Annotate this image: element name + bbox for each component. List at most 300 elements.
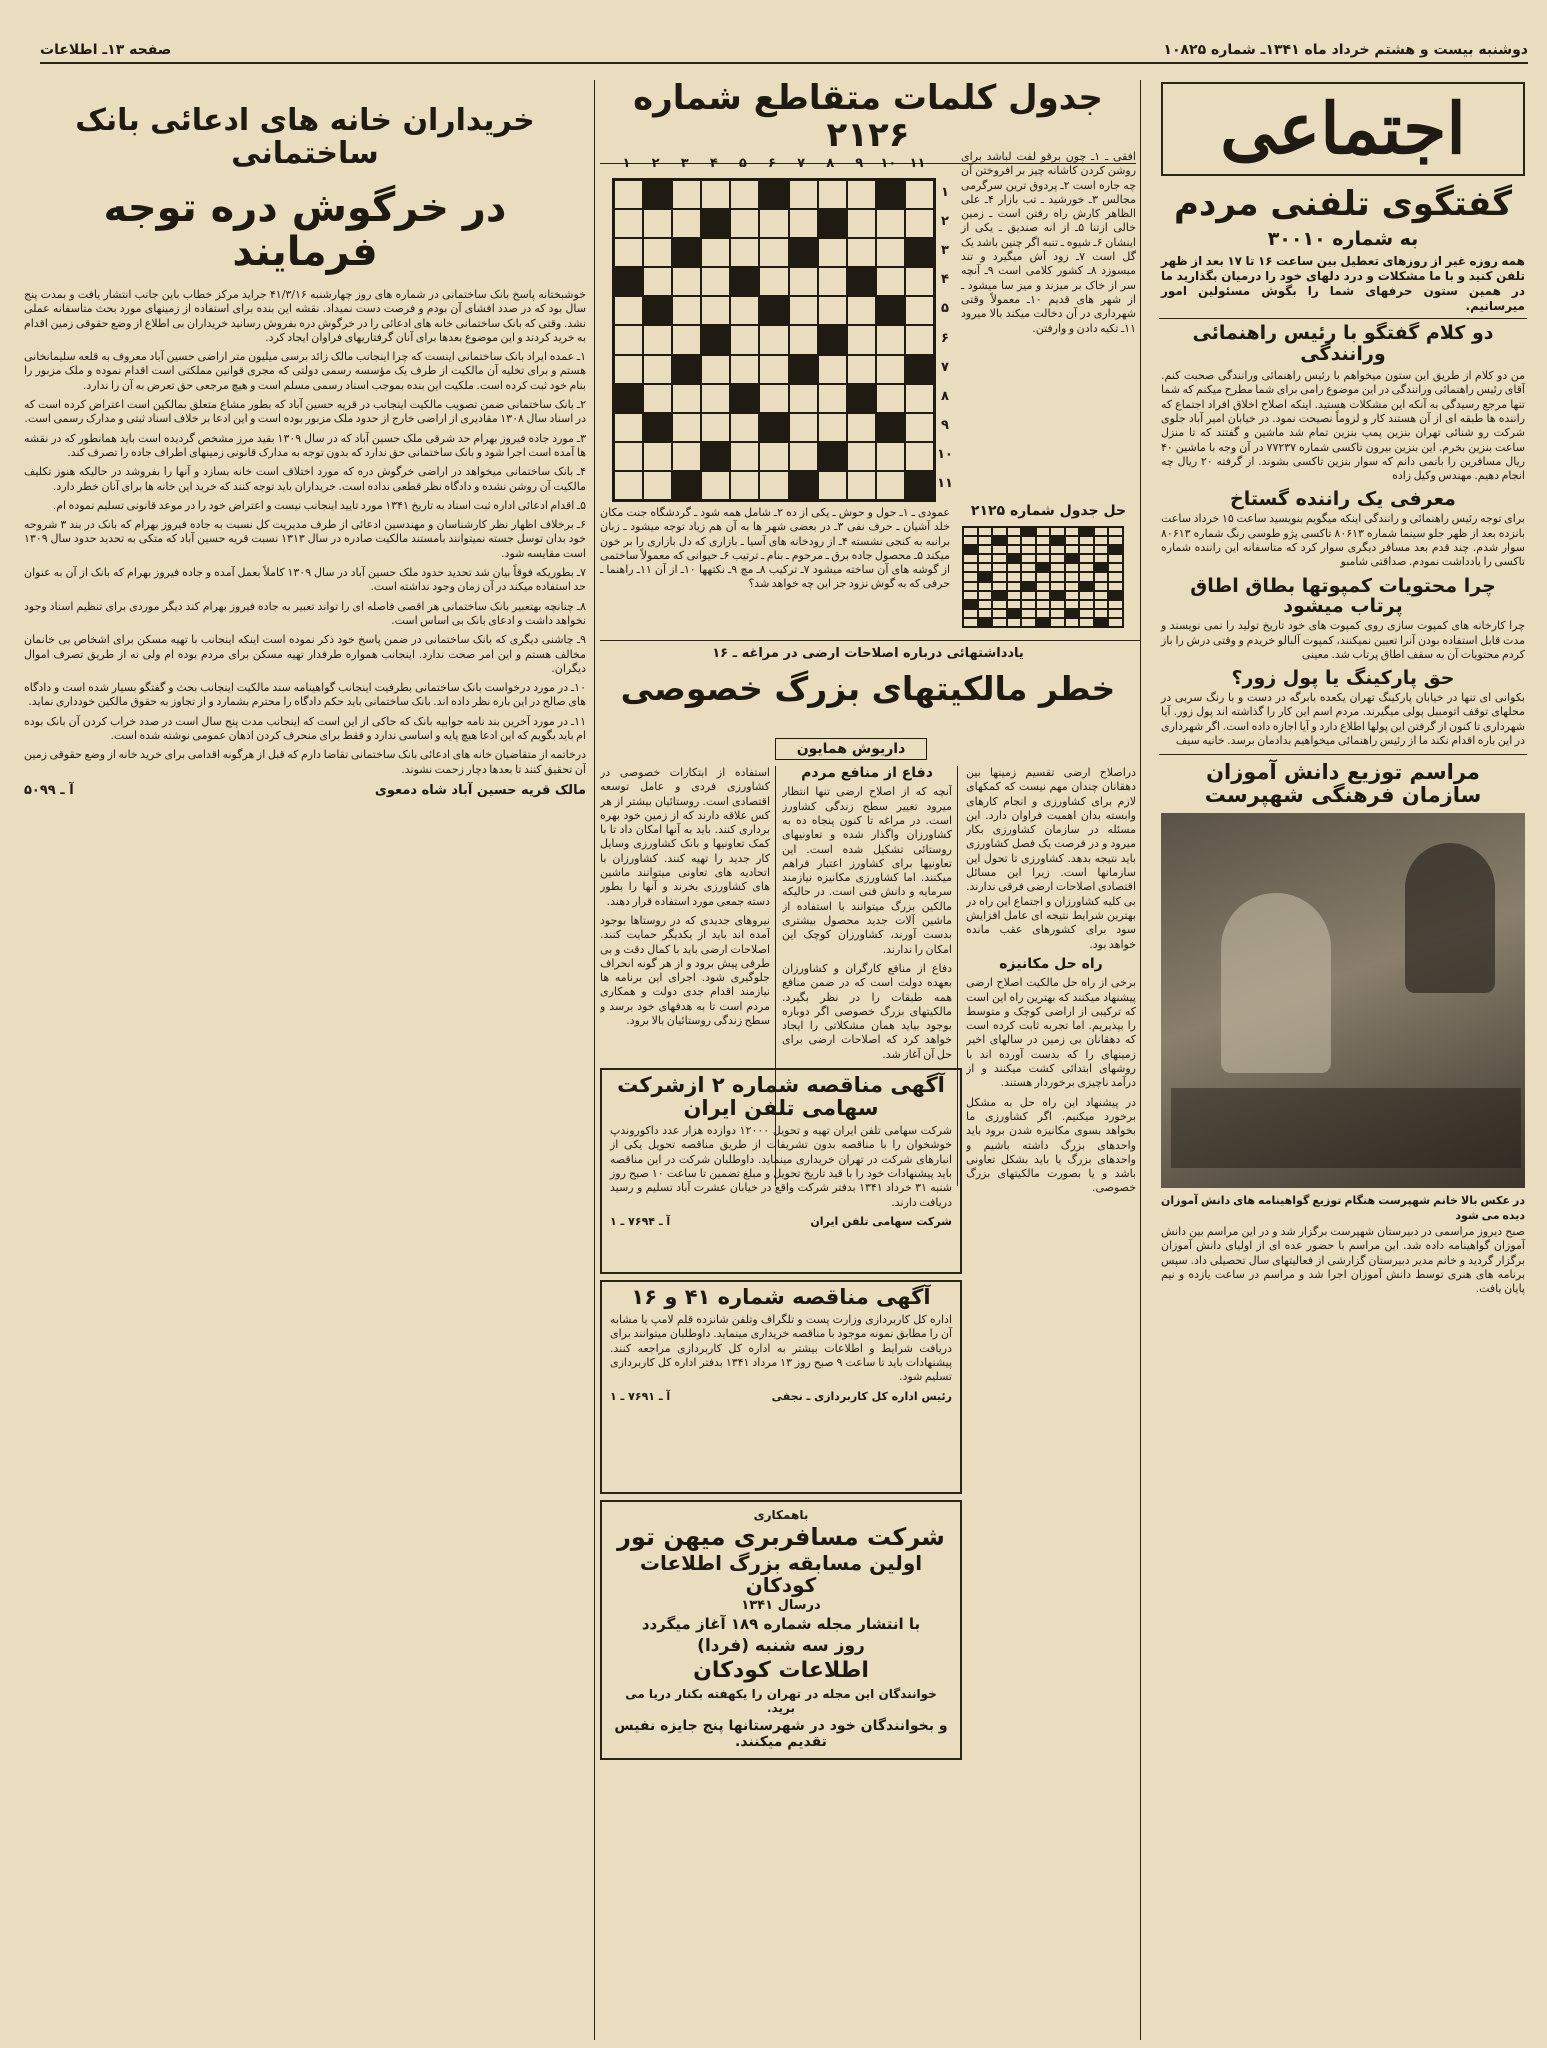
solution-cell <box>1079 591 1094 600</box>
crossword-cell <box>643 296 672 325</box>
crossword-row-number: ۴ <box>941 272 949 288</box>
paragraph: ۵ـ اقدام ادعائی اداره ثبت اسناد به تاریخ ۱۳۴۱ مورد تایید اینجانب نیست و اعتراض خود را در موعد قانونی تسلیم نموده ام. <box>52 498 586 512</box>
crossword-cell <box>847 180 876 209</box>
phone-title: گفتگوی تلفنی مردم <box>1173 184 1512 224</box>
solution-cell <box>1108 527 1123 536</box>
crossword-cell <box>847 209 876 238</box>
article-text: استفاده از ابتکارات خصوصی در کشاورزی فردی و عامل توسعه اقتصادی است. روستائیان بیشتر از هر کس علاقه دارند که از زمین خود بهره برداری کنند. باید به آنها امکان داد تا با کمک تعاونیها و بانک کشاورزی وسایل کار جدید را تهیه کنند. کشاورزان با اتحادیه های تعاونی میتوانند ماشین های کشاورزی بخرند و آنها را بطور دسته جمعی مورد استفاده قرار دهند. <box>600 766 770 908</box>
crossword-row-number: ۶ <box>941 330 949 346</box>
ad3-label: باهمکاری <box>753 1508 809 1522</box>
solution-cell <box>1021 572 1036 581</box>
crossword-cell <box>614 296 643 325</box>
crossword-cell <box>847 442 876 471</box>
crossword-cell <box>876 296 905 325</box>
crossword-cell <box>730 384 759 413</box>
crossword-cell <box>818 471 847 500</box>
crossword-cell <box>876 180 905 209</box>
solution-cell <box>978 609 993 618</box>
solution-cell <box>992 609 1007 618</box>
solution-cell <box>978 618 993 627</box>
crossword-cell <box>730 355 759 384</box>
crossword-cell <box>876 355 905 384</box>
solution-cell <box>978 563 993 572</box>
solution-cell <box>1065 609 1080 618</box>
solution-cell <box>1007 609 1022 618</box>
photo-figure <box>1171 1088 1521 1168</box>
solution-cell <box>1007 582 1022 591</box>
signature: مالک قریه حسین آباد شاه دمعوی <box>374 782 586 798</box>
crossword-cell <box>905 384 934 413</box>
crossword-col-number: ۲ <box>651 156 660 171</box>
crossword-row-number: ۲ <box>941 214 949 230</box>
crossword-cell <box>672 413 701 442</box>
crossword-cell <box>643 238 672 267</box>
crossword-row-number: ۸ <box>941 388 949 404</box>
solution-cell <box>1007 591 1022 600</box>
crossword-cell <box>643 325 672 354</box>
item2-title: معرفی یک راننده گستاخ <box>1230 488 1456 511</box>
solution-cell <box>1050 554 1065 563</box>
crossword-cell <box>818 442 847 471</box>
crossword-col-number: ۴ <box>709 156 718 171</box>
solution-cell <box>1007 563 1022 572</box>
crossword-cell <box>614 209 643 238</box>
crossword-cell <box>759 384 788 413</box>
solution-cell <box>1108 572 1123 581</box>
solution-cell <box>1108 536 1123 545</box>
solution-cell <box>1065 554 1080 563</box>
crossword-cell <box>672 180 701 209</box>
crossword-cell <box>847 267 876 296</box>
solution-cell <box>963 563 978 572</box>
solution-cell <box>1079 545 1094 554</box>
solution-cell <box>978 536 993 545</box>
solution-cell <box>1007 600 1022 609</box>
solution-cell <box>1021 527 1036 536</box>
solution-cell <box>1094 536 1109 545</box>
crossword-cell <box>730 209 759 238</box>
solution-cell <box>978 582 993 591</box>
solution-cell <box>1021 591 1036 600</box>
crossword-cell <box>847 238 876 267</box>
crossword-cell <box>789 209 818 238</box>
crossword-col-numbers <box>612 156 932 171</box>
photo-caption: در عکس بالا خانم شهپرست هنگام توزیع گواهینامه های دانش آموزان دیده می شود <box>1161 1194 1525 1222</box>
paragraph: ۲ـ بانک ساختمانی ضمن تصویب مالکیت اینجانب در قریه حسین آباد که بطور مشاع متعلق بمالکین است اعتراض کرده است که در اسناد سال ۱۳۰۸ مقادیری از اراضی خارج از حدود ملک مزبور بوده است و این ادعا بر خلاف اسناد ثبتی و مدارک رسمی است. <box>24 398 586 426</box>
crossword-cell <box>701 355 730 384</box>
crossword-cell <box>730 267 759 296</box>
closing-text: درخاتمه از متقاضیان خانه های ادعائی بانک ساختمانی تقاضا دارم که قبل از هرگونه اقدامی برای خرید خانه از وضع حقوقی زمین آن تحقیق کنند تا بعدها دچار زحمت نشوند. <box>24 748 586 776</box>
solution-cell <box>1094 618 1109 627</box>
crossword-cell <box>614 267 643 296</box>
crossword-cell <box>876 413 905 442</box>
solution-cell <box>1036 545 1051 554</box>
ad2-body: اداره کل کاربردازی وزارت پست و تلگراف وتلفن شانزده قلم لامپ یا مشابه آن را مطابق نمونه موجود با مناقصه خریداری مینماید. داوطلبان میتوانند برای دریافت شرایط و اطلاعات بیشتر به اداره کل کاربردازی مراجعه کنند. پیشنهادات باید تا ساعت ۹ صبح روز ۱۳ مرداد ۱۳۴۱ بدفتر اداره کل کاربردازی تسلیم شود. <box>610 1313 953 1384</box>
crossword-row-number: ۱ <box>941 185 949 201</box>
solution-cell <box>992 582 1007 591</box>
crossword-cell <box>759 296 788 325</box>
column-rule <box>594 80 595 2040</box>
crossword-cell <box>672 325 701 354</box>
solution-cell <box>1094 527 1109 536</box>
solution-cell <box>992 563 1007 572</box>
solution-cell <box>1079 554 1094 563</box>
item2-body: برای توجه رئیس راهنمائی و رانندگی اینکه میگویم بنویسید ساعت ۱۵ خرداد ساعت بانزده بعد از ظهر جلو سینما شماره ۸۰۶۱۳ تاکسی پژو طوسی رنگ شماره ۸۰۶۱۳ سوار شدم. چند قدم بعد مسافر دیگری سوار کرد که متاسفانه این راننده شماره تاکسی را یادداشت نمودم. صداقتی شامبو <box>1161 512 1525 569</box>
solution-cell <box>963 609 978 618</box>
crossword-cell <box>730 180 759 209</box>
photo-text: صبح دیروز مراسمی در دبیرستان شهپرست برگزار شد و در این مراسم بین دانش آموزان گواهینامه داده شد. این مراسم با حضور عده ای از اولیای دانش آموزان برگزار گردید و خانم مدیر دبیرستان گزارشی از فعالیتهای سال تحصیلی داد. سپس برنامه های هنری توسط دانش آموزان اجرا شد و مراسم در ساعت یازده و نیم پایان یافت. <box>1161 1225 1525 1296</box>
series-label: یادداشتهائی درباره اصلاحات ارضی در مراغه ـ ۱۶ <box>712 646 1024 661</box>
crossword-cell <box>672 296 701 325</box>
solution-cell <box>1021 545 1036 554</box>
crossword-cell <box>672 442 701 471</box>
crossword-row-number: ۳ <box>941 243 949 259</box>
crossword-cell <box>759 325 788 354</box>
solution-cell <box>978 527 993 536</box>
solution-cell <box>1007 618 1022 627</box>
divider <box>1159 318 1527 319</box>
article-col-1 <box>966 766 1136 1546</box>
solution-cell <box>1036 563 1051 572</box>
crossword-cell <box>701 267 730 296</box>
crossword-cell <box>614 442 643 471</box>
left-headline-2: در خرگوش دره توجه فرمایند <box>103 185 507 275</box>
solution-cell <box>992 600 1007 609</box>
crossword-cell <box>614 384 643 413</box>
solution-cell <box>1007 554 1022 563</box>
solution-cell <box>1079 527 1094 536</box>
crossword-cell <box>876 209 905 238</box>
crossword-cell <box>905 180 934 209</box>
divider <box>600 640 1140 641</box>
solution-cell <box>1021 609 1036 618</box>
solution-cell <box>1050 618 1065 627</box>
solution-cell <box>1021 563 1036 572</box>
solution-cell <box>1094 609 1109 618</box>
contest-ad <box>600 1500 962 1760</box>
paragraph: ۹ـ چاشنی دیگری که بانک ساختمانی در ضمن پاسخ خود ذکر نموده است اینکه اینجانب با تهیه مسکن برای اشخاص بی خانمان مخالف هستم و این امر صحت ندارد. اینجانب همواره طرفدار تهیه مسکن برای مردم بوده ام ولی نه از طریق تصرف اموال دیگران. <box>24 633 586 675</box>
solution-cell <box>1094 554 1109 563</box>
crossword-cell <box>818 238 847 267</box>
solution-cell <box>1108 600 1123 609</box>
crossword-cell <box>759 471 788 500</box>
paragraph: ۳ـ مورد جاده فیروز بهرام حد شرقی ملک حسین آباد که در سال ۱۳۰۹ بقید مرز مشخص گردیده است باید همانطور که در نقشه ها آمده است اجرا شود و بانک ساختمانی حق ندارد که بدون توجه به مدارک قانونی زمینهای اطراف جاده را تصرف کند. <box>24 431 586 459</box>
crossword-col-number: ۵ <box>738 156 747 171</box>
solution-cell <box>978 572 993 581</box>
crossword-cell <box>876 325 905 354</box>
crossword-cell <box>759 355 788 384</box>
item4-body: بکوانی ای تنها در خیابان پارکینگ تهران یکعده بابرگه در دست و با رنگ سربی در محلهای توقف اتومبیل پولی میگیرند. مردم اسم این کار را گذاشته اند پول زور. آیا شهرداری تا کنون از گرفتن این پولها اطلاع دارد و آیا اجازه داده است. اگر شهرداری در این باره اقدام نکند ما از رئیس راهنمائی میخواهیم بدادمان برسد. خانیه سیف <box>1161 691 1525 747</box>
crossword-cell <box>818 267 847 296</box>
solution-cell <box>1036 527 1051 536</box>
solution-cell <box>1094 591 1109 600</box>
solution-cell <box>1036 582 1051 591</box>
paragraph: ۱۱ـ در مورد آخرین بند نامه جوابیه بانک که حاکی از این است که اینجانب مدت پنج سال است در صدد خراب کردن آن بانک بوده ام باید بگویم که این ادعا هیچ پایه و اساسی ندارد و فقط برای منحرف کردن اذهان عمومی نوشته شده است. <box>24 714 586 743</box>
crossword-grid <box>612 178 936 502</box>
solution-cell <box>1065 563 1080 572</box>
phone-intro: همه روزه غیر از روزهای تعطیل بین ساعت ۱۶ تا ۱۷ بعد از ظهر تلفن کنید و با ما مشکلات و درد دلهای خود را درمیان بگذارید ما در همین ستون حرفهای شما را بگوش مسئولین امور میرسانیم. <box>1161 254 1525 314</box>
solution-cell <box>1079 618 1094 627</box>
solution-cell <box>1108 563 1123 572</box>
crossword-cell <box>614 238 643 267</box>
crossword-cell <box>701 209 730 238</box>
ad3-magazine: اطلاعات کودکان <box>693 1658 869 1684</box>
photo-title: مراسم توزیع دانش آموزان سازمان فرهنگی شهپرست <box>1204 760 1482 808</box>
crossword-cell <box>701 296 730 325</box>
ad3-body: خوانندگان این مجله در تهران را یکهفته بکنار دریا می برید. <box>625 1686 937 1715</box>
solution-cell <box>1108 582 1123 591</box>
crossword-cell <box>789 442 818 471</box>
ad2-title: آگهی مناقصه شماره ۴۱ و ۱۶ <box>631 1285 931 1309</box>
crossword-row-numbers <box>934 178 956 498</box>
solution-cell <box>1007 572 1022 581</box>
article-text: نیروهای جدیدی که در روستاها بوجود آمده اند باید از یکدیگر حمایت کنند. اصلاحات ارضی باید با کمال دقت و بی طرفی پیش برود و از هر گونه انحراف جلوگیری شود. اجرای این برنامه ها نیازمند اقدام جدی دولت و همکاری مردم است تا به هدفهای خود برسد و سطح زندگی روستائیان بالا برود. <box>600 913 770 1028</box>
item1-title: دو کلام گفتگو با رئیس راهنمائی ورانندگی <box>1192 322 1494 366</box>
crossword-cell <box>905 238 934 267</box>
crossword-cell <box>701 413 730 442</box>
ad3-year: درسال ۱۳۴۱ <box>741 1598 821 1614</box>
crossword-cell <box>847 384 876 413</box>
solution-cell <box>1108 609 1123 618</box>
crossword-cell <box>905 442 934 471</box>
ad1-footer <box>610 1215 952 1228</box>
paragraph: ۱ـ عمده ایراد بانک ساختمانی اینست که چرا اینجانب مالک زائد برسی میلیون متر اراضی حسین آباد معروف به قلعه سلیمانخانی هستم و برای تخلیه آن مالکیت از طرف یک مؤسسه رسمی دولتی که مجری قوانین مملکتی است اقدام نموده و ملک مزبور را بنام خود ثبت کرده است. ملکیت این بنده بموجب اسناد رسمی مسلم است و هیچ مرجعی حق تعرض به آن را ندارد. <box>24 350 586 392</box>
crossword-row-number: ۱۰ <box>937 446 953 462</box>
solution-cell <box>1065 618 1080 627</box>
crossword-cell <box>876 384 905 413</box>
solution-cell <box>1036 554 1051 563</box>
item4-title: حق پارکینگ یا پول زور؟ <box>1231 667 1455 690</box>
solution-cell <box>963 527 978 536</box>
solution-cell <box>978 554 993 563</box>
crossword-cell <box>672 209 701 238</box>
ad-code: آ ـ ۵۰۹۹ <box>24 782 74 798</box>
crossword-cell <box>876 238 905 267</box>
crossword-cell <box>730 325 759 354</box>
paragraph: ۴ـ بانک ساختمانی میخواهد در اراضی خرگوش دره که مورد اختلاف است خانه بسازد و آنها را بفروشد در حالیکه هنوز تکلیف مالکیت آن روشن نشده و دادگاه نظر قطعی نداده است. خریداران باید توجه کنند که خرید این خانه ها برای آنان خطر دارد. <box>24 465 586 493</box>
crossword-row-number: ۱۱ <box>937 475 953 491</box>
crossword-cell <box>643 442 672 471</box>
article-text: دراصلاح ارضی تقسیم زمینها بین دهقانان چندان مهم نیست که کمکهای لازم برای کشاورزی و انجام کارهای وابسته بدان اهمیت فراوان دارد. این مسئله در سازمان کشاورزی بکار میرود و در فرصت یک فصل کشاورزی باید نتیجه بدهد. کشاورزی تا تحول این سازمانها است. زیرا این مسائل اقتصادی اصلاحات ارضی فرقی ندارند. بی کلیه کشاورزان و اجتماع این راه در بهترین شرایط نتیجه ای عامل افزایش سود برای کشورهای عقب مانده خواهد بود. <box>966 766 1136 951</box>
solution-cell <box>1050 582 1065 591</box>
left-headline-1: خریداران خانه های ادعائی بانک ساختمانی <box>75 103 535 171</box>
page-number: صفحه ۱۳ـ اطلاعات <box>40 42 172 58</box>
article-text: آنچه که از اصلاح ارضی تنها انتظار میرود تغییر سطح زندگی کشاورز است. در مراغه تا کنون پنجاه ده به کشاورزان واگذار شده و تعاونیهای روستائی تشکیل شده است. این تعاونیها برای کشاورز اعتبار فراهم میکنند. اما کشاورزی مکانیزه نیازمند سرمایه و دانش فنی است. در حالیکه مالکین بزرگ میتوانند با استفاده از ماشین آلات جدید محصول بیشتری بدست آورند، کشاورزان کوچک این امکان را ندارند. <box>782 785 952 956</box>
solution-cell <box>1108 591 1123 600</box>
ad3-contest: اولین مسابقه بزرگ اطلاعات کودکان <box>639 1551 923 1598</box>
solution-cell <box>1050 545 1065 554</box>
crossword-section <box>600 74 1136 639</box>
solution-title: حل جدول شماره ۲۱۲۵ <box>970 503 1127 519</box>
solution-cell <box>1050 563 1065 572</box>
crossword-cell <box>701 442 730 471</box>
solution-cell <box>1007 527 1022 536</box>
ad1-title: آگهی مناقصه شماره ۲ ازشرکت سهامی تلفن ایران <box>617 1073 945 1121</box>
ad2-code: آ ـ ۷۶۹۱ ـ ۱ <box>610 1389 671 1403</box>
crossword-title: جدول کلمات متقاطع شماره ۲۱۲۶ <box>633 78 1103 156</box>
crossword-cell <box>730 238 759 267</box>
crossword-col-number: ۷ <box>797 156 806 171</box>
crossword-cell <box>789 471 818 500</box>
subhead-mechanized: راه حل مکانیزه <box>999 955 1103 972</box>
crossword-cell <box>789 238 818 267</box>
crossword-cell <box>701 238 730 267</box>
crossword-cell <box>847 355 876 384</box>
crossword-cell <box>905 413 934 442</box>
crossword-cell <box>905 209 934 238</box>
solution-cell <box>1108 618 1123 627</box>
solution-cell <box>963 545 978 554</box>
author-name: داریوش همایون <box>796 741 906 757</box>
solution-cell <box>1036 572 1051 581</box>
article-text: در پیشنهاد این راه حل به مشکل برخورد میکنیم. اگر کشاورزی ما بخواهد بسوی مکانیزه شدن برود باید واحدهای بزرگ داشته باشیم و واحدهای بزرگ یا باید بشکل تعاونی باشد و یا بصورت مالکیتهای بزرگ خصوصی. <box>966 1095 1136 1195</box>
solution-cell <box>1007 545 1022 554</box>
solution-cell <box>1050 591 1065 600</box>
crossword-cell <box>789 355 818 384</box>
crossword-cell <box>789 325 818 354</box>
solution-cell <box>1021 536 1036 545</box>
crossword-cell <box>759 209 788 238</box>
solution-cell <box>992 545 1007 554</box>
solution-cell <box>992 618 1007 627</box>
solution-grid <box>962 526 1124 628</box>
crossword-cell <box>818 325 847 354</box>
ad3-company: شرکت مسافربری میهن تور <box>617 1523 945 1551</box>
ad1-sign: شرکت سهامی تلفن ایران <box>810 1214 952 1228</box>
page-header <box>40 40 1528 64</box>
crossword-cell <box>672 384 701 413</box>
ad3-start: با انتشار مجله شماره ۱۸۹ آغاز میگردد <box>641 1615 921 1634</box>
crossword-col-number: ۱۰ <box>880 156 897 171</box>
solution-cell <box>1065 545 1080 554</box>
tender-ad-2 <box>600 1280 962 1494</box>
ad2-sign: رئیس اداره کل کاربردازی ـ نجفی <box>771 1389 952 1403</box>
crossword-cell <box>789 267 818 296</box>
solution-cell <box>963 536 978 545</box>
solution-cell <box>963 582 978 591</box>
clues-across: افقی ـ ۱ـ چون برقو لفت لباشد برای روشن کردن کاشانه چیز بر افروختن آن چه جاره است ۲ـ پردوق ترین سرگرمی مجالس ۳ـ خورشید ـ تب بازار ۴ـ علی الظاهر کارش راه رفتن است ـ زمین خالی ازتنا ۵ـ از انه صندیق ـ یکی از اینشان ۶ـ شیوه ـ تنبه اگر چنین باشد یک گل است ۷ـ زود آش میگیرد و تند میسوزد ۸ـ کشور کلامی است ۹ـ آنچه سر از خاک بر میزند و میز سا میشود ـ از شهر های قدیم ۱۰ـ معمولاً وقتی شهرداری در آن دخالت میکند بالا میرود ۱۱ـ تکیه دادن و وارفتن. <box>961 150 1136 335</box>
crossword-cell <box>847 296 876 325</box>
crossword-cell <box>847 413 876 442</box>
crossword-cell <box>701 325 730 354</box>
crossword-cell <box>847 325 876 354</box>
solution-cell <box>1108 545 1123 554</box>
solution-cell <box>992 591 1007 600</box>
intro-text: خوشبختانه پاسخ بانک ساختمانی در شماره های روز چهارشنبه ۴۱/۳/۱۶ جراید مرکز خطاب باین جانب انتشار یافت و بمدت پنج سال بود که در صدد افشای آن بودم و فرصت دست نمیداد. نقشه این بنده برای استفاده از زمینهای مورد بحث متاسفانه عملی نشد. وقتی که بانک ساختمانی خانه های ادعائی را در خرگوش دره بفروش رسانید خریداران بی اطلاع از وضع حقوقی زمین اقدام به خرید کردند و این موضوع بعدها برای آنان گرفتاریهای فراوان ایجاد کرد. <box>24 288 586 344</box>
solution-cell <box>992 554 1007 563</box>
crossword-cell <box>759 442 788 471</box>
crossword-cell <box>672 267 701 296</box>
solution-cell <box>1050 600 1065 609</box>
solution-cell <box>1021 554 1036 563</box>
crossword-cell <box>876 471 905 500</box>
crossword-cell <box>672 471 701 500</box>
crossword-cell <box>701 180 730 209</box>
solution-cell <box>1050 609 1065 618</box>
crossword-cell <box>614 180 643 209</box>
crossword-col-number: ۳ <box>680 156 689 171</box>
crossword-cell <box>905 296 934 325</box>
crossword-cell <box>905 355 934 384</box>
solution-cell <box>963 591 978 600</box>
solution-cell <box>1079 536 1094 545</box>
subhead-people: دفاع از منافع مردم <box>801 766 933 781</box>
author-box <box>775 738 927 760</box>
solution-cell <box>992 536 1007 545</box>
crossword-col-number: ۸ <box>826 156 835 171</box>
crossword-cell <box>730 413 759 442</box>
solution-cell <box>1050 536 1065 545</box>
crossword-cell <box>672 238 701 267</box>
paragraph: ۷ـ بطوریکه فوقاً بیان شد تحدید حدود ملک حسین آباد در سال ۱۳۰۹ کاملاً بعمل آمده و جاده فیروز بهرام که بانک از آن به عنوان حد استفاده میکند در آن زمان وجود نداشته است. <box>24 566 586 594</box>
solution-cell <box>1079 572 1094 581</box>
crossword-cell <box>759 413 788 442</box>
crossword-cell <box>789 384 818 413</box>
item1-body: من دو کلام از طریق این ستون میخواهم با رئیس راهنمائی ورانندگی صحبت کنم. آقای رئیس راهنمائی ورانندگی در این موضوع رامی برای شما مطرح میکنم که شما تنها مرجع رسیدگی به آنکه این مشکلات هستید. اینکه اصلاح اخلاق افراد اجتماع که راننده ها طبقه ای از آن هستند کار و لزوماً نصیحت نمود. در خیابان امیر آباد جلوی شرکت رو شنائی تهران بنزین پمپ بنزین تمام شد ماشین و گفتند که تا منزل ساعت بنزین بخرم. این بنزین بیرون تاکسی شماره ۷۷۲۳۷ در آن وجه با ماشین ۴۰ ریال مسافرین را بانمی دانم که سوار بنزین تاکسی بشوند. از گرفته ۲۰ ریال چه انجام دهیم. مهندس وکیل زاده <box>1161 369 1525 483</box>
paragraph: ۶ـ برخلاف اظهار نظر کارشناسان و مهندسین ادعائی از طرف مدیریت کل نسبت به جاده فیروز بهرام که بانک در بند ۳ شروحه خود بدان توسل جسته نمیتوانند بامستند مالکیت صادره در سال ۱۳۱۳ نسبت قریه حسین آباد که متکی به تحدید حدود سال ۱۳۰۹ است مقایسه شود. <box>24 518 586 560</box>
crossword-cell <box>876 442 905 471</box>
solution-cell <box>1021 582 1036 591</box>
crossword-cell <box>905 325 934 354</box>
crossword-cell <box>759 267 788 296</box>
crossword-cell <box>730 296 759 325</box>
solution-cell <box>1094 582 1109 591</box>
solution-cell <box>1094 600 1109 609</box>
crossword-cell <box>643 209 672 238</box>
solution-cell <box>1094 572 1109 581</box>
paragraph: ۸ـ چنانچه بهتعبیر بانک ساختمانی هر اقصی فاصله ای را تواند تعبیر به جاده فیروز بهرام کند دیگر موردی برای تنظیم اسناد وجود نخواهد داشت و ادعای بانک بی اساس است. <box>24 599 586 627</box>
solution-cell <box>1036 600 1051 609</box>
solution-cell <box>1036 618 1051 627</box>
solution-cell <box>963 600 978 609</box>
crossword-cell <box>905 471 934 500</box>
solution-cell <box>1065 527 1080 536</box>
solution-cell <box>1036 536 1051 545</box>
crossword-cell <box>818 180 847 209</box>
solution-cell <box>1079 582 1094 591</box>
solution-cell <box>1021 618 1036 627</box>
solution-cell <box>1065 600 1080 609</box>
crossword-row-number: ۷ <box>941 359 949 375</box>
solution-cell <box>1079 609 1094 618</box>
solution-cell <box>1094 563 1109 572</box>
ad3-prize: و بخوانندگان خود در شهرستانها پنج جایزه نفیس تقدیم میکنند. <box>614 1717 948 1750</box>
article-headline: خطر مالکیتهای بزرگ خصوصی <box>620 669 1116 708</box>
solution-cell <box>1079 563 1094 572</box>
solution-cell <box>963 618 978 627</box>
solution-cell <box>1065 591 1080 600</box>
crossword-cell <box>701 471 730 500</box>
phone-number: به شماره ۳۰۰۱۰ <box>1267 228 1419 251</box>
crossword-cell <box>818 209 847 238</box>
solution-cell <box>1065 536 1080 545</box>
solution-cell <box>1021 600 1036 609</box>
solution-cell <box>1065 582 1080 591</box>
crossword-cell <box>818 296 847 325</box>
crossword-cell <box>789 413 818 442</box>
crossword-cell <box>789 180 818 209</box>
signature-line <box>24 783 586 798</box>
crossword-cell <box>643 355 672 384</box>
crossword-cell <box>818 384 847 413</box>
crossword-cell <box>759 180 788 209</box>
crossword-col-number: ۶ <box>768 156 776 171</box>
solution-cell <box>1108 554 1123 563</box>
article-text: دفاع از منافع کارگران و کشاورزان بعهده دولت است که در ضمن منافع همه طبقات را در نظر بگیرد. مالکیتهای بزرگ خصوصی اگر دوباره بوجود بیاید همان مشکلاتی را ایجاد خواهد کرد که اصلاحات ارضی برای حل آن آغاز شد. <box>782 961 952 1061</box>
crossword-col-number: ۱۱ <box>909 156 926 171</box>
crossword-cell <box>643 267 672 296</box>
crossword-cell <box>818 355 847 384</box>
